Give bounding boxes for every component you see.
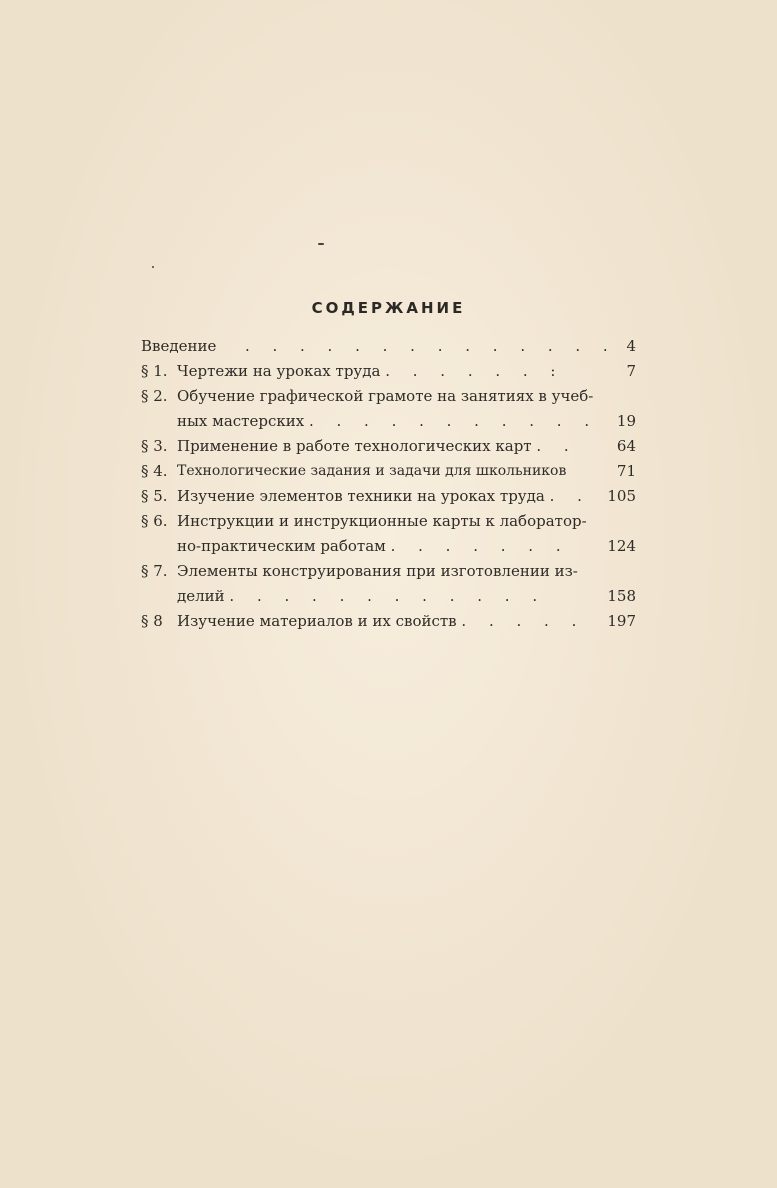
toc-entry-7 xyxy=(141,559,636,584)
leader-dots: . . . . . . . . . . . . . . xyxy=(244,337,617,355)
toc-entry-intro xyxy=(141,334,636,359)
print-speck xyxy=(152,266,154,268)
entry-title: Введение xyxy=(141,337,217,355)
section-number: § 7. xyxy=(141,562,168,580)
entry-title: Инструкции и инструкционные карты к лаборатор- xyxy=(177,512,587,530)
page-number: 4 xyxy=(626,337,636,355)
toc-entry-1 xyxy=(141,359,636,384)
page-number: 71 xyxy=(616,462,636,480)
entry-title-continued: ных мастерских xyxy=(177,412,305,430)
toc-entry-7-continued xyxy=(141,584,636,609)
page-number: 19 xyxy=(616,412,636,430)
entry-title: Применение в работе технологических карт xyxy=(177,437,532,455)
leader-dots: . . xyxy=(549,487,591,505)
print-speck xyxy=(318,243,324,245)
toc-entry-6-continued xyxy=(141,534,636,559)
leader-dots: . . . . . . . . . . . . xyxy=(229,587,547,605)
leader-dots: . . xyxy=(536,437,578,455)
entry-title: Технологические задания и задачи для школьников xyxy=(177,463,567,479)
toc-entry-4 xyxy=(141,459,636,484)
section-number: § 4. xyxy=(141,462,168,480)
toc-entry-3 xyxy=(141,434,636,459)
page-number: 7 xyxy=(626,362,636,380)
entry-title: Изучение материалов и их свойств xyxy=(177,612,457,630)
entry-title-continued: делий xyxy=(177,587,225,605)
toc-entry-8 xyxy=(141,609,636,634)
page-number: 105 xyxy=(607,487,636,505)
entry-title: Обучение графической грамоте на занятиях в учеб- xyxy=(177,387,594,405)
section-number: § 5. xyxy=(141,487,168,505)
section-number: § 6. xyxy=(141,512,168,530)
leader-dots: . . . . . . : xyxy=(385,362,565,380)
leader-dots: . . . . . . . . . . . xyxy=(308,412,599,430)
section-number: § 1. xyxy=(141,362,168,380)
page-title: СОДЕРЖАНИЕ xyxy=(311,299,466,317)
toc-entry-2-continued xyxy=(141,409,636,434)
toc-entry-2 xyxy=(141,384,636,409)
page-number: 124 xyxy=(607,537,636,555)
page-number: 64 xyxy=(616,437,636,455)
page-number: 197 xyxy=(607,612,636,630)
leader-dots: . . . . . . . xyxy=(390,537,570,555)
section-number: § 8 xyxy=(141,612,163,630)
toc-entry-6 xyxy=(141,509,636,534)
table-of-contents xyxy=(141,334,636,634)
toc-entry-5 xyxy=(141,484,636,509)
section-number: § 3. xyxy=(141,437,168,455)
page-number: 158 xyxy=(607,587,636,605)
entry-title-continued: но-практическим работам xyxy=(177,537,386,555)
entry-title: Чертежи на уроках труда xyxy=(177,362,381,380)
entry-title: Элементы конструирования при изготовлении из- xyxy=(177,562,578,580)
section-number: § 2. xyxy=(141,387,168,405)
entry-title: Изучение элементов техники на уроках труда xyxy=(177,487,545,505)
leader-dots: . . . . . xyxy=(461,612,586,630)
